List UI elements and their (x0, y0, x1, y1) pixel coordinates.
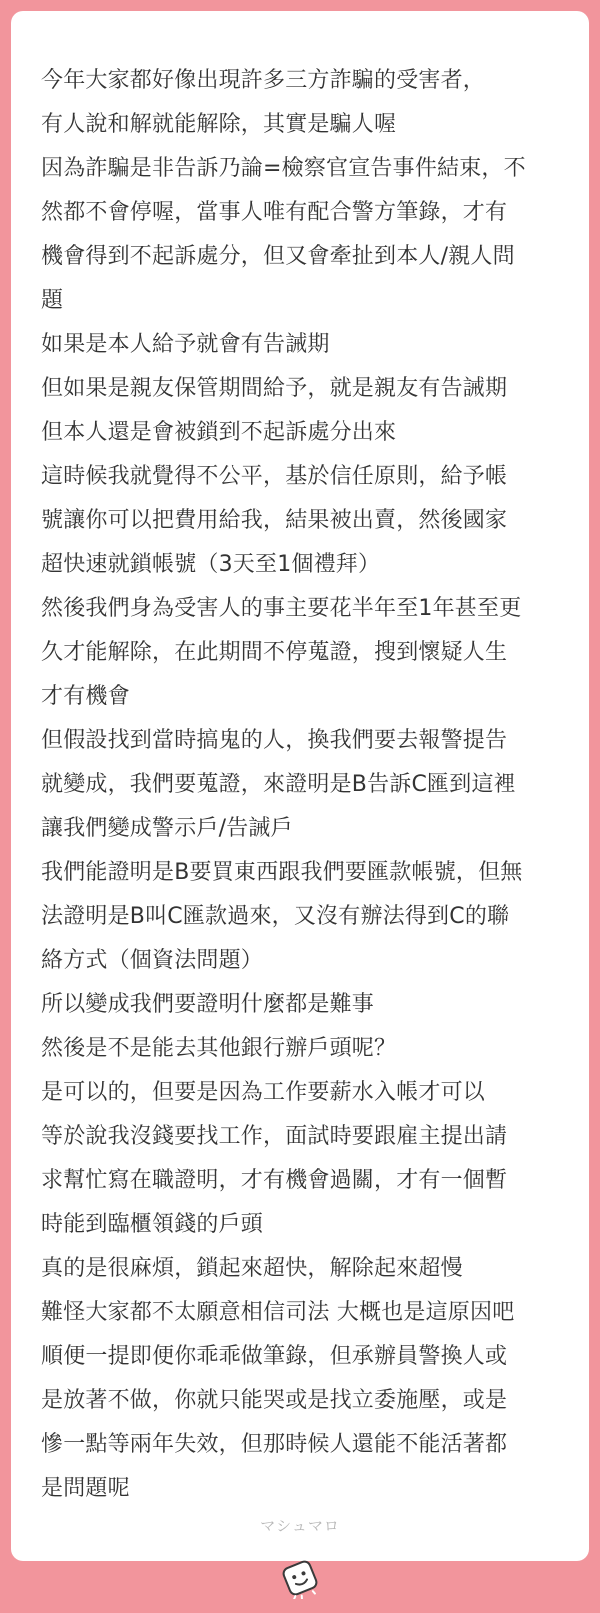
message-line: 慘一點等兩年失效，但那時候人還能不能活著都 (41, 1432, 508, 1457)
message-line: 久才能解除，在此期間不停蒐證，搜到懷疑人生 (41, 640, 508, 665)
message-line: 號讓你可以把費用給我，結果被出賣，然後國家 (41, 508, 508, 533)
message-line: 真的是很麻煩，鎖起來超快，解除起來超慢 (41, 1256, 463, 1281)
message-line: 所以變成我們要證明什麼都是難事 (41, 992, 375, 1017)
message-line: 是放著不做，你就只能哭或是找立委施壓，或是 (41, 1388, 508, 1413)
message-line: 超快速就鎖帳號（3天至1個禮拜） (41, 552, 381, 577)
message-line: 時能到臨櫃領錢的戶頭 (41, 1212, 264, 1237)
message-line: 然都不會停喔，當事人唯有配合警方筆錄，才有 (41, 200, 508, 225)
message-text (41, 59, 559, 1511)
message-line: 但假設找到當時搞鬼的人，換我們要去報警提告 (41, 728, 508, 753)
marshmallow-logo-icon (279, 1557, 321, 1599)
message-line: 今年大家都好像出現許多三方詐騙的受害者， (41, 68, 486, 93)
message-line: 然後我們身為受害人的事主要花半年至1年甚至更 (41, 596, 522, 621)
message-line: 有人說和解就能解除，其實是騙人喔 (41, 112, 397, 137)
message-line: 是問題呢 (41, 1476, 130, 1501)
message-line: 讓我們變成警示戶/告誡戶 (41, 816, 293, 841)
message-line: 因為詐騙是非告訴乃論=檢察官宣告事件結束，不 (41, 156, 526, 181)
message-line: 絡方式（個資法問題） (41, 948, 264, 973)
message-line: 我們能證明是B要買東西跟我們要匯款帳號，但無 (41, 860, 523, 885)
brand-label: マシュマロ (260, 1517, 340, 1535)
message-card (11, 11, 589, 1561)
message-line: 是可以的，但要是因為工作要薪水入帳才可以 (41, 1080, 486, 1105)
message-line: 題 (41, 288, 64, 313)
message-line: 但本人還是會被鎖到不起訴處分出來 (41, 420, 397, 445)
message-line: 順便一提即便你乖乖做筆錄，但承辦員警換人或 (41, 1344, 508, 1369)
message-line: 如果是本人給予就會有告誡期 (41, 332, 330, 357)
message-line: 等於說我沒錢要找工作，面試時要跟雇主提出請 (41, 1124, 508, 1149)
message-line: 求幫忙寫在職證明，才有機會過關，才有一個暫 (41, 1168, 508, 1193)
message-line: 但如果是親友保管期間給予，就是親友有告誡期 (41, 376, 508, 401)
message-line: 機會得到不起訴處分，但又會牽扯到本人/親人問 (41, 244, 515, 269)
message-line: 這時候我就覺得不公平，基於信任原則，給予帳 (41, 464, 508, 489)
message-line: 法證明是B叫C匯款過來，又沒有辦法得到C的聯 (41, 904, 510, 929)
message-line: 就變成，我們要蒐證，來證明是B告訴C匯到這裡 (41, 772, 516, 797)
message-line: 然後是不是能去其他銀行辦戶頭呢？ (41, 1036, 397, 1061)
message-line: 難怪大家都不太願意相信司法 大概也是這原因吧 (41, 1300, 515, 1325)
message-line: 才有機會 (41, 684, 130, 709)
